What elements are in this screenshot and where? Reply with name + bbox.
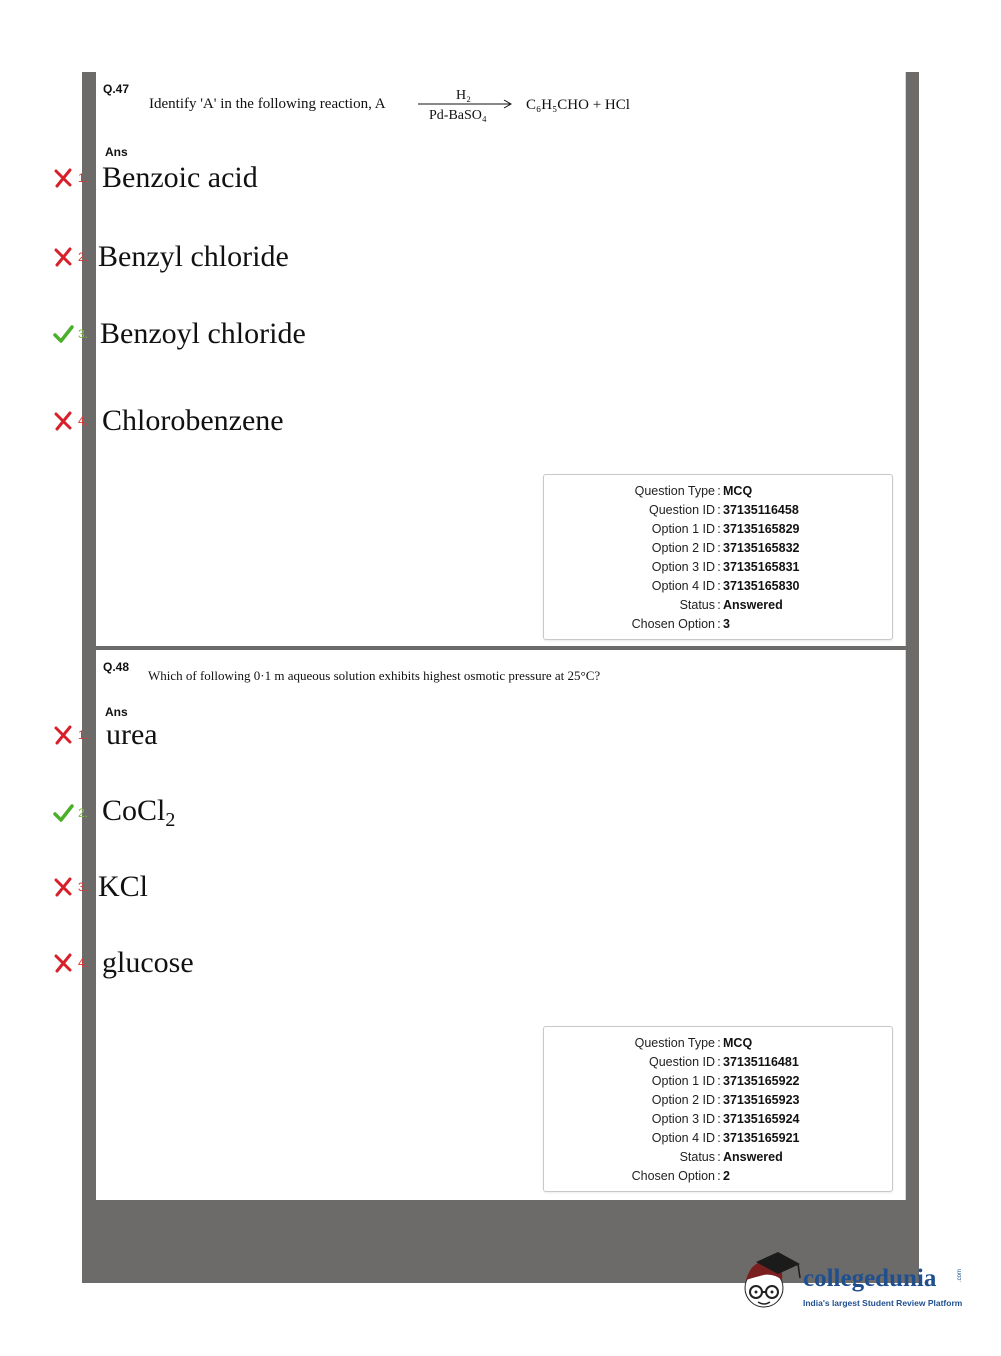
option-text: KCl bbox=[98, 870, 149, 903]
logo-brand: collegedunia bbox=[803, 1265, 937, 1292]
option-number: 2. bbox=[78, 806, 89, 820]
collegedunia-logo[interactable] bbox=[742, 1250, 972, 1320]
cross-icon bbox=[52, 876, 74, 898]
cross-icon bbox=[52, 724, 74, 746]
cross-icon bbox=[52, 410, 74, 432]
option-number: 3. bbox=[78, 327, 89, 341]
option-text: Benzoyl chloride bbox=[100, 317, 306, 350]
option-text: Benzyl chloride bbox=[98, 240, 289, 273]
option-text: Chlorobenzene bbox=[102, 404, 284, 437]
option-1[interactable] bbox=[52, 161, 258, 195]
info-row: Chosen Option : 2 bbox=[631, 1168, 730, 1183]
check-icon bbox=[52, 323, 74, 345]
info-row: Option 1 ID : 37135165922 bbox=[651, 1073, 800, 1088]
question-info-box bbox=[543, 474, 893, 640]
info-row: Status : Answered bbox=[679, 597, 783, 612]
option-number: 1. bbox=[78, 171, 89, 185]
info-row: Option 3 ID : 37135165924 bbox=[651, 1111, 800, 1126]
option-number: 4. bbox=[78, 414, 89, 428]
info-row: Option 4 ID : 37135165830 bbox=[651, 578, 800, 593]
option-1[interactable] bbox=[52, 718, 158, 752]
cross-icon bbox=[52, 952, 74, 974]
reagent-above: H₂ bbox=[456, 88, 471, 103]
option-text: urea bbox=[106, 718, 158, 751]
cross-icon bbox=[52, 167, 74, 189]
option-2[interactable] bbox=[52, 796, 175, 830]
question-number: Q.47 bbox=[103, 82, 130, 96]
option-3[interactable] bbox=[52, 870, 148, 904]
reaction-equation bbox=[412, 84, 652, 124]
option-number: 1. bbox=[78, 728, 89, 742]
option-3[interactable] bbox=[52, 317, 306, 351]
info-row: Option 4 ID : 37135165921 bbox=[651, 1130, 800, 1145]
answer-label: Ans bbox=[105, 145, 128, 159]
option-text: glucose bbox=[102, 946, 194, 979]
logo-tagline: India's largest Student Review Platform bbox=[803, 1298, 963, 1308]
info-row: Option 1 ID : 37135165829 bbox=[651, 521, 800, 536]
option-text: CoCl$_2$ bbox=[102, 794, 176, 831]
option-text: Benzoic acid bbox=[102, 161, 258, 194]
check-icon bbox=[52, 802, 74, 824]
reaction-product: C₆H₅CHO + HCl bbox=[526, 97, 630, 113]
info-row: Question Type : MCQ bbox=[634, 1035, 753, 1050]
info-row: Question Type : MCQ bbox=[634, 483, 753, 498]
question-number: Q.48 bbox=[103, 660, 130, 674]
info-row: Option 2 ID : 37135165923 bbox=[651, 1092, 800, 1107]
info-row: Question ID : 37135116458 bbox=[648, 502, 799, 517]
answer-label: Ans bbox=[105, 705, 128, 719]
mascot-icon bbox=[745, 1252, 800, 1307]
question-text: Which of following 0·1 m aqueous solution exhibits highest osmotic pressure at 25°C? bbox=[148, 668, 601, 683]
question-text: Identify 'A' in the following reaction, A bbox=[149, 96, 386, 112]
reagent-below: Pd-BaSO₄ bbox=[429, 108, 487, 123]
option-number: 3. bbox=[78, 880, 89, 894]
option-4[interactable] bbox=[52, 946, 194, 980]
info-row: Option 2 ID : 37135165832 bbox=[651, 540, 800, 555]
question-info-box bbox=[543, 1026, 893, 1192]
cross-icon bbox=[52, 246, 74, 268]
info-row: Status : Answered bbox=[679, 1149, 783, 1164]
option-number: 2. bbox=[78, 250, 89, 264]
option-4[interactable] bbox=[52, 404, 284, 438]
info-row: Chosen Option : 3 bbox=[631, 616, 730, 631]
logo-tld: .com bbox=[957, 1268, 963, 1282]
option-2[interactable] bbox=[52, 240, 289, 274]
option-number: 4. bbox=[78, 956, 89, 970]
info-row: Option 3 ID : 37135165831 bbox=[651, 559, 800, 574]
info-row: Question ID : 37135116481 bbox=[648, 1054, 799, 1069]
